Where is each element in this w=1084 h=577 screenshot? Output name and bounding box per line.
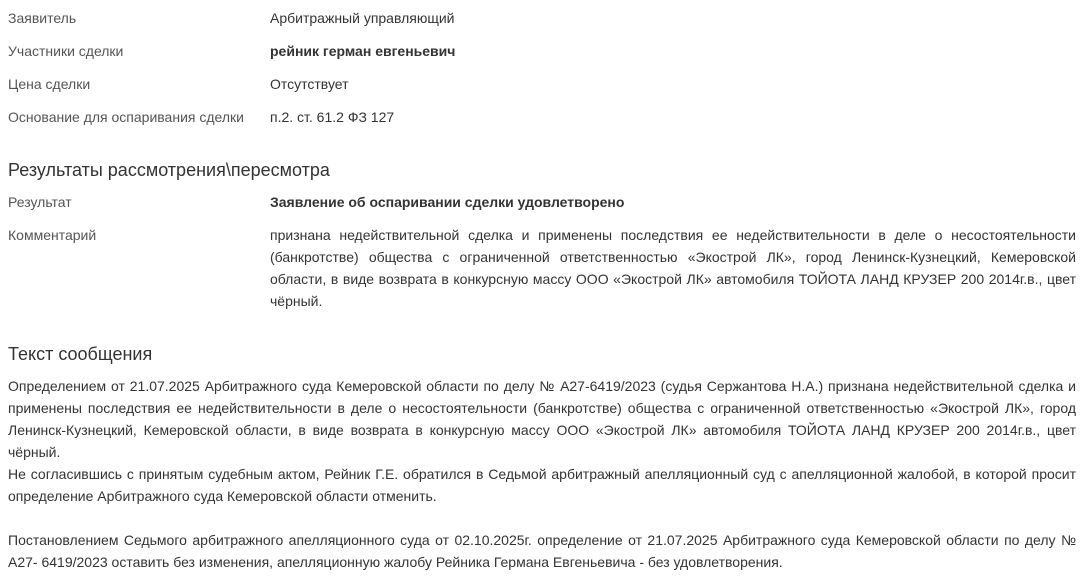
message-section-title: Текст сообщения bbox=[8, 344, 153, 364]
results-section-title: Результаты рассмотрения\пересмотра bbox=[8, 160, 330, 180]
field-price bbox=[8, 73, 1076, 106]
field-label: Основание для оспаривания сделки bbox=[8, 109, 244, 125]
field-label: Заявитель bbox=[8, 10, 77, 26]
field-value: Арбитражный управляющий bbox=[270, 10, 455, 26]
field-comment bbox=[8, 224, 1076, 312]
message-paragraph: Определением от 21.07.2025 Арбитражного суда Кемеровской области по делу № А27-6419/2023 (судья Сержантова Н.А.) признана недействительной сделка и применены последствия ее недействительности в деле о несостоятельности (банкротстве) общества с ограниченной ответственностью «Экострой ЛК», город Ленинск-Кузнецкий, Кемеровской области, в виде возврата в конкурсную массу ООО «Экострой ЛК» автомобиля ТОЙОТА ЛАНД КРУЗЕР 200 2014г.в., цвет чёрный. bbox=[8, 378, 1076, 460]
message-paragraph: Не согласившись с принятым судебным актом, Рейник Г.Е. обратился в Седьмой арбитражный апелляционный суд с апелляционной жалобой, в которой просит определение Арбитражного суда Кемеровской области отменить. bbox=[8, 466, 1076, 504]
field-label: Участники сделки bbox=[8, 43, 124, 59]
message-paragraph: Постановлением Седьмого арбитражного апелляционного суда от 02.10.2025г. определение от 21.07.2025 Арбитражного суда Кемеровской области по делу № А27- 6419/2023 оставить без изменения, апелляционную жалобу Рейника Германа Евгеньевича - без удовлетворения. bbox=[8, 532, 1076, 570]
field-value: Заявление об оспаривании сделки удовлетворено bbox=[270, 194, 625, 210]
field-basis bbox=[8, 106, 1076, 139]
field-applicant bbox=[8, 7, 1076, 40]
details-fields bbox=[8, 7, 1076, 139]
message-body bbox=[8, 375, 1076, 573]
field-value: п.2. ст. 61.2 ФЗ 127 bbox=[270, 109, 395, 125]
field-label: Комментарий bbox=[8, 227, 97, 243]
field-label: Цена сделки bbox=[8, 76, 91, 92]
field-value: Отсутствует bbox=[270, 76, 349, 92]
field-result bbox=[8, 191, 1076, 224]
field-value: признана недействительной сделка и применены последствия ее недействительности в деле о несостоятельности (банкротстве) общества с ограниченной ответственностью «Экострой ЛК», город Ленинск-Кузнецкий, Кемеровской области, в виде возврата в конкурсную массу ООО «Экострой ЛК» автомобиля ТОЙОТА ЛАНД КРУЗЕР 200 2014г.в., цвет чёрный. bbox=[270, 227, 1076, 309]
results-fields bbox=[8, 191, 1076, 312]
field-participants bbox=[8, 40, 1076, 73]
field-label: Результат bbox=[8, 194, 72, 210]
field-value: рейник герман евгеньевич bbox=[270, 43, 456, 59]
